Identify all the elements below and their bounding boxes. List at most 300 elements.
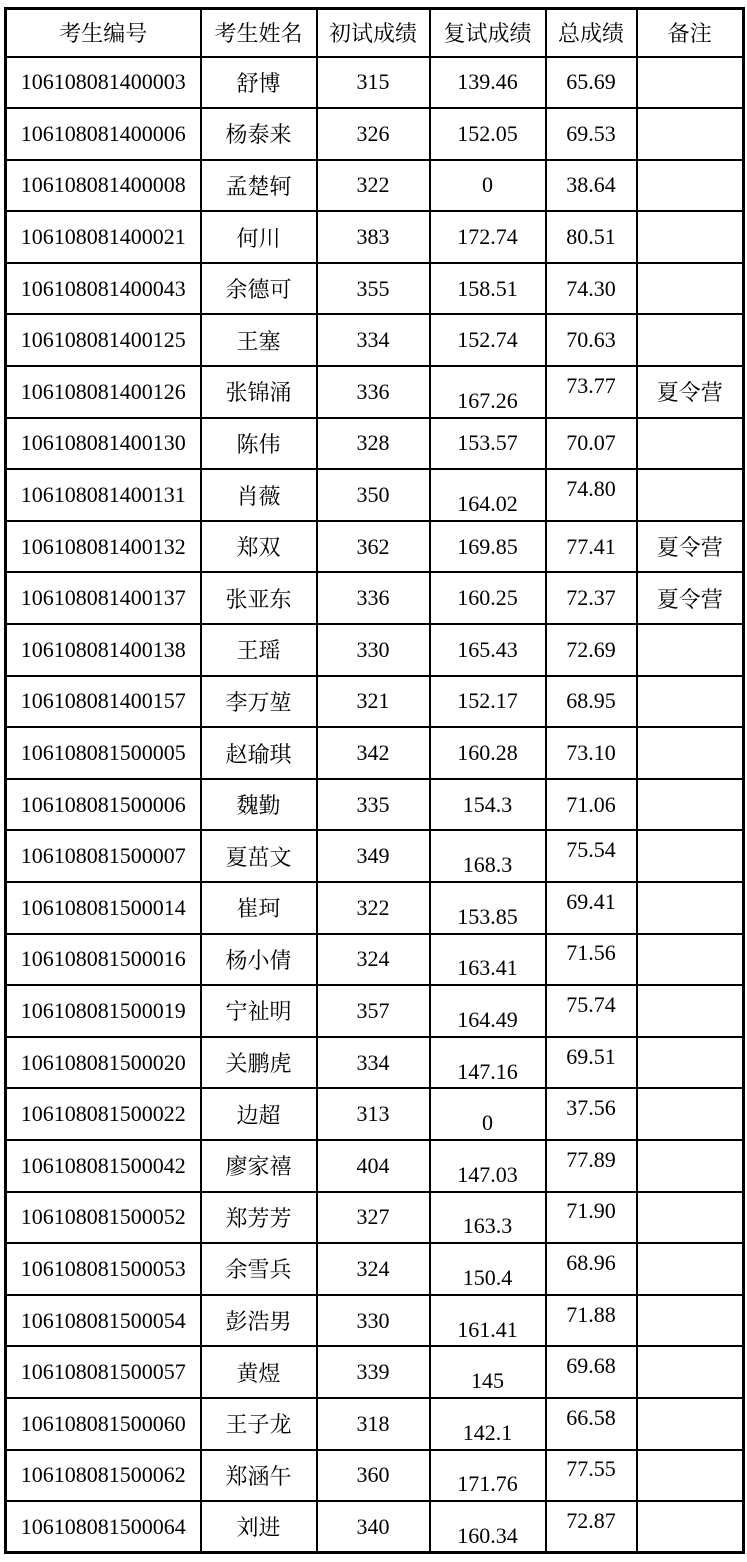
cell-total-score-value: 73.10 <box>566 740 616 766</box>
cell-initial-score <box>317 1140 430 1192</box>
cell-candidate-id-value: 106108081500053 <box>20 1255 186 1281</box>
cell-initial-score-value: 355 <box>356 275 390 301</box>
table-row <box>6 1346 744 1398</box>
cell-retest-score-value: 152.17 <box>457 688 518 714</box>
cell-candidate-id <box>6 469 201 521</box>
cell-candidate-id <box>6 624 201 676</box>
cell-candidate-id <box>6 985 201 1037</box>
table-row <box>6 676 744 728</box>
cell-remarks-value: 夏令营 <box>656 380 723 406</box>
cell-retest-score-value: 164.49 <box>457 1006 518 1032</box>
cell-candidate-name <box>201 1295 317 1347</box>
cell-remarks <box>637 779 744 831</box>
cell-candidate-id <box>6 1243 201 1295</box>
cell-initial-score <box>317 985 430 1037</box>
table-row <box>6 263 744 315</box>
table-row <box>6 1295 744 1347</box>
cell-candidate-id-value: 106108081400021 <box>20 224 186 250</box>
cell-candidate-id-value: 106108081400131 <box>20 482 186 508</box>
cell-total-score-value: 69.53 <box>566 120 616 146</box>
cell-initial-score <box>317 779 430 831</box>
cell-candidate-id <box>6 882 201 934</box>
cell-retest-score <box>430 624 546 676</box>
table-row <box>6 1450 744 1502</box>
cell-retest-score-value: 161.41 <box>457 1316 518 1342</box>
cell-candidate-id-value: 106108081500019 <box>20 997 186 1023</box>
cell-total-score-value: 37.56 <box>566 1095 616 1121</box>
cell-retest-score-value: 0 <box>482 1110 493 1136</box>
cell-candidate-id-value: 106108081400137 <box>20 585 186 611</box>
cell-retest-score <box>430 1295 546 1347</box>
cell-remarks <box>637 469 744 521</box>
cell-candidate-name <box>201 1140 317 1192</box>
table-row <box>6 882 744 934</box>
cell-candidate-name <box>201 366 317 418</box>
cell-total-score <box>546 521 637 573</box>
cell-total-score <box>546 985 637 1037</box>
cell-candidate-id <box>6 1140 201 1192</box>
cell-candidate-name <box>201 727 317 779</box>
cell-total-score-value: 70.07 <box>566 430 616 456</box>
table-row <box>6 57 744 109</box>
cell-retest-score-value: 164.02 <box>457 491 518 517</box>
cell-initial-score <box>317 882 430 934</box>
cell-retest-score <box>430 779 546 831</box>
cell-candidate-name-value: 余雪兵 <box>225 1257 292 1283</box>
cell-retest-score-value: 150.4 <box>462 1264 513 1290</box>
cell-candidate-id-value: 106108081500062 <box>20 1462 186 1488</box>
cell-retest-score <box>430 366 546 418</box>
cell-candidate-id <box>6 521 201 573</box>
cell-initial-score-value: 404 <box>356 1152 390 1178</box>
cell-candidate-name <box>201 57 317 109</box>
cell-initial-score-value: 328 <box>356 430 390 456</box>
cell-retest-score <box>430 882 546 934</box>
cell-candidate-id <box>6 779 201 831</box>
cell-candidate-name-value: 张锦涌 <box>225 380 292 406</box>
cell-initial-score-value: 340 <box>356 1513 390 1539</box>
cell-retest-score <box>430 108 546 160</box>
cell-retest-score-value: 147.03 <box>457 1161 518 1187</box>
cell-candidate-id-value: 106108081500006 <box>20 791 186 817</box>
cell-candidate-name-value: 郑双 <box>236 535 281 561</box>
cell-remarks <box>637 1140 744 1192</box>
cell-candidate-name-value: 魏勤 <box>236 793 281 819</box>
cell-initial-score-value: 321 <box>356 688 390 714</box>
cell-initial-score <box>317 727 430 779</box>
table-row <box>6 779 744 831</box>
table-row <box>6 1501 744 1553</box>
cell-remarks <box>637 263 744 315</box>
table-row <box>6 1140 744 1192</box>
cell-remarks <box>637 676 744 728</box>
cell-candidate-name <box>201 1088 317 1140</box>
cell-initial-score <box>317 314 430 366</box>
cell-initial-score <box>317 1243 430 1295</box>
table-row <box>6 830 744 882</box>
cell-initial-score <box>317 263 430 315</box>
cell-retest-score <box>430 314 546 366</box>
cell-candidate-name <box>201 676 317 728</box>
cell-initial-score <box>317 934 430 986</box>
table-row <box>6 1192 744 1244</box>
cell-total-score-value: 74.30 <box>566 275 616 301</box>
cell-candidate-name-value: 余德可 <box>225 277 292 303</box>
cell-candidate-name <box>201 418 317 470</box>
cell-candidate-id <box>6 1450 201 1502</box>
cell-remarks <box>637 366 744 418</box>
cell-retest-score-value: 0 <box>482 172 493 198</box>
cell-candidate-id <box>6 160 201 212</box>
header-candidate-id: 考生编号 <box>6 9 201 57</box>
cell-initial-score <box>317 366 430 418</box>
cell-total-score-value: 71.88 <box>566 1301 616 1327</box>
cell-candidate-name-value: 王塞 <box>236 328 281 354</box>
cell-retest-score-value: 153.85 <box>457 903 518 929</box>
cell-retest-score <box>430 727 546 779</box>
cell-candidate-name <box>201 572 317 624</box>
cell-retest-score-value: 152.74 <box>457 327 518 353</box>
cell-retest-score-value: 165.43 <box>457 636 518 662</box>
cell-initial-score <box>317 830 430 882</box>
cell-initial-score-value: 349 <box>356 843 390 869</box>
cell-retest-score <box>430 263 546 315</box>
cell-initial-score-value: 324 <box>356 946 390 972</box>
cell-candidate-name <box>201 882 317 934</box>
cell-candidate-name <box>201 1450 317 1502</box>
cell-candidate-name-value: 夏茁文 <box>225 844 292 870</box>
table-row <box>6 1243 744 1295</box>
cell-candidate-id-value: 106108081500005 <box>20 740 186 766</box>
header-retest-score: 复试成绩 <box>430 9 546 57</box>
cell-retest-score <box>430 521 546 573</box>
cell-total-score-value: 65.69 <box>566 69 616 95</box>
cell-total-score-value: 70.63 <box>566 327 616 353</box>
cell-initial-score-value: 322 <box>356 894 390 920</box>
cell-total-score <box>546 1295 637 1347</box>
cell-total-score-value: 77.41 <box>566 533 616 559</box>
cell-retest-score-value: 139.46 <box>457 69 518 95</box>
cell-remarks <box>637 1398 744 1450</box>
cell-remarks <box>637 830 744 882</box>
cell-initial-score <box>317 572 430 624</box>
cell-candidate-id <box>6 108 201 160</box>
cell-candidate-name-value: 肖薇 <box>236 483 281 509</box>
cell-candidate-id-value: 106108081500022 <box>20 1101 186 1127</box>
cell-candidate-id-value: 106108081400125 <box>20 327 186 353</box>
cell-candidate-name-value: 关鹏虎 <box>225 1051 292 1077</box>
cell-remarks <box>637 1346 744 1398</box>
cell-total-score <box>546 160 637 212</box>
cell-candidate-name <box>201 934 317 986</box>
cell-candidate-id-value: 106108081400138 <box>20 636 186 662</box>
table-row <box>6 108 744 160</box>
cell-total-score <box>546 1501 637 1553</box>
cell-candidate-id-value: 106108081400157 <box>20 688 186 714</box>
cell-total-score <box>546 934 637 986</box>
cell-total-score <box>546 1243 637 1295</box>
cell-retest-score <box>430 572 546 624</box>
cell-total-score <box>546 727 637 779</box>
cell-remarks <box>637 985 744 1037</box>
cell-initial-score-value: 383 <box>356 224 390 250</box>
cell-retest-score-value: 169.85 <box>457 533 518 559</box>
cell-total-score-value: 71.56 <box>566 940 616 966</box>
cell-retest-score-value: 154.3 <box>462 791 513 817</box>
cell-total-score <box>546 1140 637 1192</box>
cell-retest-score-value: 142.1 <box>462 1419 513 1445</box>
cell-candidate-id-value: 106108081500064 <box>20 1513 186 1539</box>
cell-candidate-name <box>201 624 317 676</box>
cell-total-score <box>546 1450 637 1502</box>
cell-candidate-name <box>201 314 317 366</box>
cell-retest-score <box>430 985 546 1037</box>
cell-candidate-name <box>201 1346 317 1398</box>
header-initial-score: 初试成绩 <box>317 9 430 57</box>
table-row <box>6 469 744 521</box>
cell-total-score <box>546 57 637 109</box>
cell-initial-score-value: 326 <box>356 120 390 146</box>
cell-remarks <box>637 934 744 986</box>
table-row <box>6 934 744 986</box>
cell-retest-score-value: 171.76 <box>457 1471 518 1497</box>
cell-candidate-id <box>6 572 201 624</box>
cell-remarks <box>637 624 744 676</box>
cell-candidate-id-value: 106108081500042 <box>20 1152 186 1178</box>
cell-candidate-name-value: 黄煜 <box>236 1360 281 1386</box>
cell-retest-score <box>430 934 546 986</box>
cell-candidate-id-value: 106108081400126 <box>20 378 186 404</box>
header-remarks: 备注 <box>637 9 744 57</box>
cell-initial-score-value: 318 <box>356 1410 390 1436</box>
cell-candidate-id <box>6 263 201 315</box>
cell-initial-score <box>317 1501 430 1553</box>
cell-total-score-value: 73.77 <box>566 372 616 398</box>
cell-initial-score-value: 334 <box>356 1049 390 1075</box>
cell-initial-score-value: 342 <box>356 740 390 766</box>
cell-total-score <box>546 624 637 676</box>
cell-candidate-name <box>201 108 317 160</box>
cell-remarks <box>637 57 744 109</box>
cell-candidate-name-value: 孟楚轲 <box>225 173 292 199</box>
cell-candidate-name <box>201 263 317 315</box>
cell-candidate-id <box>6 1088 201 1140</box>
cell-retest-score-value: 145 <box>471 1368 504 1394</box>
cell-initial-score-value: 350 <box>356 482 390 508</box>
cell-retest-score-value: 153.57 <box>457 430 518 456</box>
cell-initial-score <box>317 676 430 728</box>
cell-initial-score-value: 324 <box>356 1255 390 1281</box>
cell-candidate-id <box>6 57 201 109</box>
cell-retest-score-value: 160.28 <box>457 740 518 766</box>
cell-candidate-name-value: 张亚东 <box>225 586 292 612</box>
table-row <box>6 314 744 366</box>
table-row <box>6 624 744 676</box>
table-row <box>6 1037 744 1089</box>
cell-candidate-name <box>201 469 317 521</box>
cell-candidate-name <box>201 521 317 573</box>
cell-candidate-name-value: 宁祉明 <box>225 999 292 1025</box>
cell-initial-score-value: 360 <box>356 1462 390 1488</box>
cell-candidate-name-value: 陈伟 <box>236 431 281 457</box>
cell-candidate-name <box>201 1037 317 1089</box>
cell-candidate-name <box>201 779 317 831</box>
cell-candidate-id <box>6 314 201 366</box>
cell-initial-score <box>317 1037 430 1089</box>
table-row <box>6 727 744 779</box>
cell-candidate-id <box>6 1192 201 1244</box>
cell-retest-score <box>430 160 546 212</box>
cell-initial-score-value: 362 <box>356 533 390 559</box>
cell-remarks <box>637 1088 744 1140</box>
cell-retest-score-value: 152.05 <box>457 120 518 146</box>
cell-candidate-id <box>6 1346 201 1398</box>
table-body <box>6 57 744 1553</box>
cell-initial-score <box>317 521 430 573</box>
cell-total-score-value: 71.90 <box>566 1198 616 1224</box>
cell-initial-score <box>317 1192 430 1244</box>
cell-total-score <box>546 1037 637 1089</box>
cell-initial-score-value: 336 <box>356 378 390 404</box>
cell-candidate-name-value: 边超 <box>236 1102 281 1128</box>
cell-candidate-id <box>6 727 201 779</box>
cell-retest-score <box>430 1398 546 1450</box>
table-row <box>6 985 744 1037</box>
cell-total-score-value: 68.95 <box>566 688 616 714</box>
header-candidate-name: 考生姓名 <box>201 9 317 57</box>
table-row <box>6 366 744 418</box>
cell-retest-score-value: 172.74 <box>457 224 518 250</box>
cell-retest-score <box>430 1501 546 1553</box>
cell-remarks <box>637 211 744 263</box>
cell-initial-score <box>317 160 430 212</box>
cell-total-score-value: 69.51 <box>566 1043 616 1069</box>
cell-candidate-name-value: 李万堃 <box>225 689 292 715</box>
cell-initial-score <box>317 57 430 109</box>
cell-candidate-id-value: 106108081500016 <box>20 946 186 972</box>
cell-initial-score-value: 330 <box>356 636 390 662</box>
cell-total-score <box>546 366 637 418</box>
cell-candidate-id <box>6 1398 201 1450</box>
cell-total-score <box>546 418 637 470</box>
cell-retest-score <box>430 1037 546 1089</box>
cell-candidate-name-value: 刘进 <box>236 1515 281 1541</box>
cell-candidate-id-value: 106108081500007 <box>20 843 186 869</box>
cell-total-score <box>546 108 637 160</box>
cell-total-score-value: 72.37 <box>566 585 616 611</box>
cell-candidate-name <box>201 160 317 212</box>
cell-candidate-id-value: 106108081400132 <box>20 533 186 559</box>
cell-remarks <box>637 160 744 212</box>
cell-remarks <box>637 882 744 934</box>
cell-candidate-id-value: 106108081500057 <box>20 1359 186 1385</box>
cell-retest-score-value: 168.3 <box>462 852 513 878</box>
cell-remarks <box>637 108 744 160</box>
cell-candidate-name-value: 何川 <box>236 225 281 251</box>
cell-total-score-value: 77.89 <box>566 1146 616 1172</box>
cell-candidate-id <box>6 830 201 882</box>
cell-total-score-value: 80.51 <box>566 224 616 250</box>
cell-total-score <box>546 779 637 831</box>
table-row <box>6 572 744 624</box>
table-header <box>6 9 744 57</box>
cell-remarks-value: 夏令营 <box>656 586 723 612</box>
table-row <box>6 521 744 573</box>
cell-candidate-id-value: 106108081500014 <box>20 894 186 920</box>
cell-retest-score <box>430 1140 546 1192</box>
cell-total-score <box>546 1398 637 1450</box>
cell-total-score-value: 74.80 <box>566 476 616 502</box>
cell-retest-score-value: 167.26 <box>457 387 518 413</box>
cell-total-score <box>546 469 637 521</box>
cell-candidate-name-value: 舒博 <box>236 70 281 96</box>
cell-remarks <box>637 1192 744 1244</box>
cell-candidate-name <box>201 1192 317 1244</box>
cell-remarks <box>637 572 744 624</box>
cell-candidate-id <box>6 366 201 418</box>
cell-total-score <box>546 1088 637 1140</box>
cell-total-score <box>546 572 637 624</box>
cell-retest-score <box>430 469 546 521</box>
cell-candidate-name <box>201 211 317 263</box>
cell-candidate-id <box>6 1037 201 1089</box>
cell-remarks <box>637 521 744 573</box>
cell-initial-score-value: 336 <box>356 585 390 611</box>
cell-retest-score <box>430 1450 546 1502</box>
cell-retest-score <box>430 57 546 109</box>
cell-total-score-value: 75.54 <box>566 837 616 863</box>
cell-total-score-value: 66.58 <box>566 1404 616 1430</box>
cell-candidate-id <box>6 1295 201 1347</box>
cell-retest-score <box>430 830 546 882</box>
cell-candidate-id-value: 106108081400006 <box>20 120 186 146</box>
cell-initial-score <box>317 624 430 676</box>
cell-remarks-value: 夏令营 <box>656 535 723 561</box>
cell-initial-score-value: 315 <box>356 69 390 95</box>
cell-initial-score-value: 313 <box>356 1101 390 1127</box>
cell-remarks <box>637 1450 744 1502</box>
cell-remarks <box>637 1295 744 1347</box>
table-row <box>6 211 744 263</box>
cell-candidate-id <box>6 211 201 263</box>
cell-initial-score-value: 334 <box>356 327 390 353</box>
cell-initial-score-value: 335 <box>356 791 390 817</box>
cell-initial-score-value: 327 <box>356 1204 390 1230</box>
cell-candidate-name-value: 郑芳芳 <box>225 1205 292 1231</box>
cell-candidate-id <box>6 934 201 986</box>
cell-retest-score <box>430 1243 546 1295</box>
cell-total-score <box>546 882 637 934</box>
cell-total-score-value: 77.55 <box>566 1456 616 1482</box>
cell-total-score-value: 75.74 <box>566 991 616 1017</box>
cell-candidate-id-value: 106108081500020 <box>20 1049 186 1075</box>
cell-candidate-id-value: 106108081400043 <box>20 275 186 301</box>
cell-retest-score <box>430 1192 546 1244</box>
cell-remarks <box>637 418 744 470</box>
cell-initial-score-value: 357 <box>356 997 390 1023</box>
cell-retest-score <box>430 676 546 728</box>
cell-initial-score <box>317 211 430 263</box>
cell-total-score-value: 72.69 <box>566 636 616 662</box>
cell-initial-score-value: 330 <box>356 1307 390 1333</box>
cell-candidate-name <box>201 1501 317 1553</box>
cell-total-score-value: 38.64 <box>566 172 616 198</box>
cell-initial-score <box>317 418 430 470</box>
cell-initial-score <box>317 1398 430 1450</box>
table-row <box>6 1398 744 1450</box>
cell-candidate-name-value: 赵瑜琪 <box>225 741 292 767</box>
cell-initial-score <box>317 1346 430 1398</box>
